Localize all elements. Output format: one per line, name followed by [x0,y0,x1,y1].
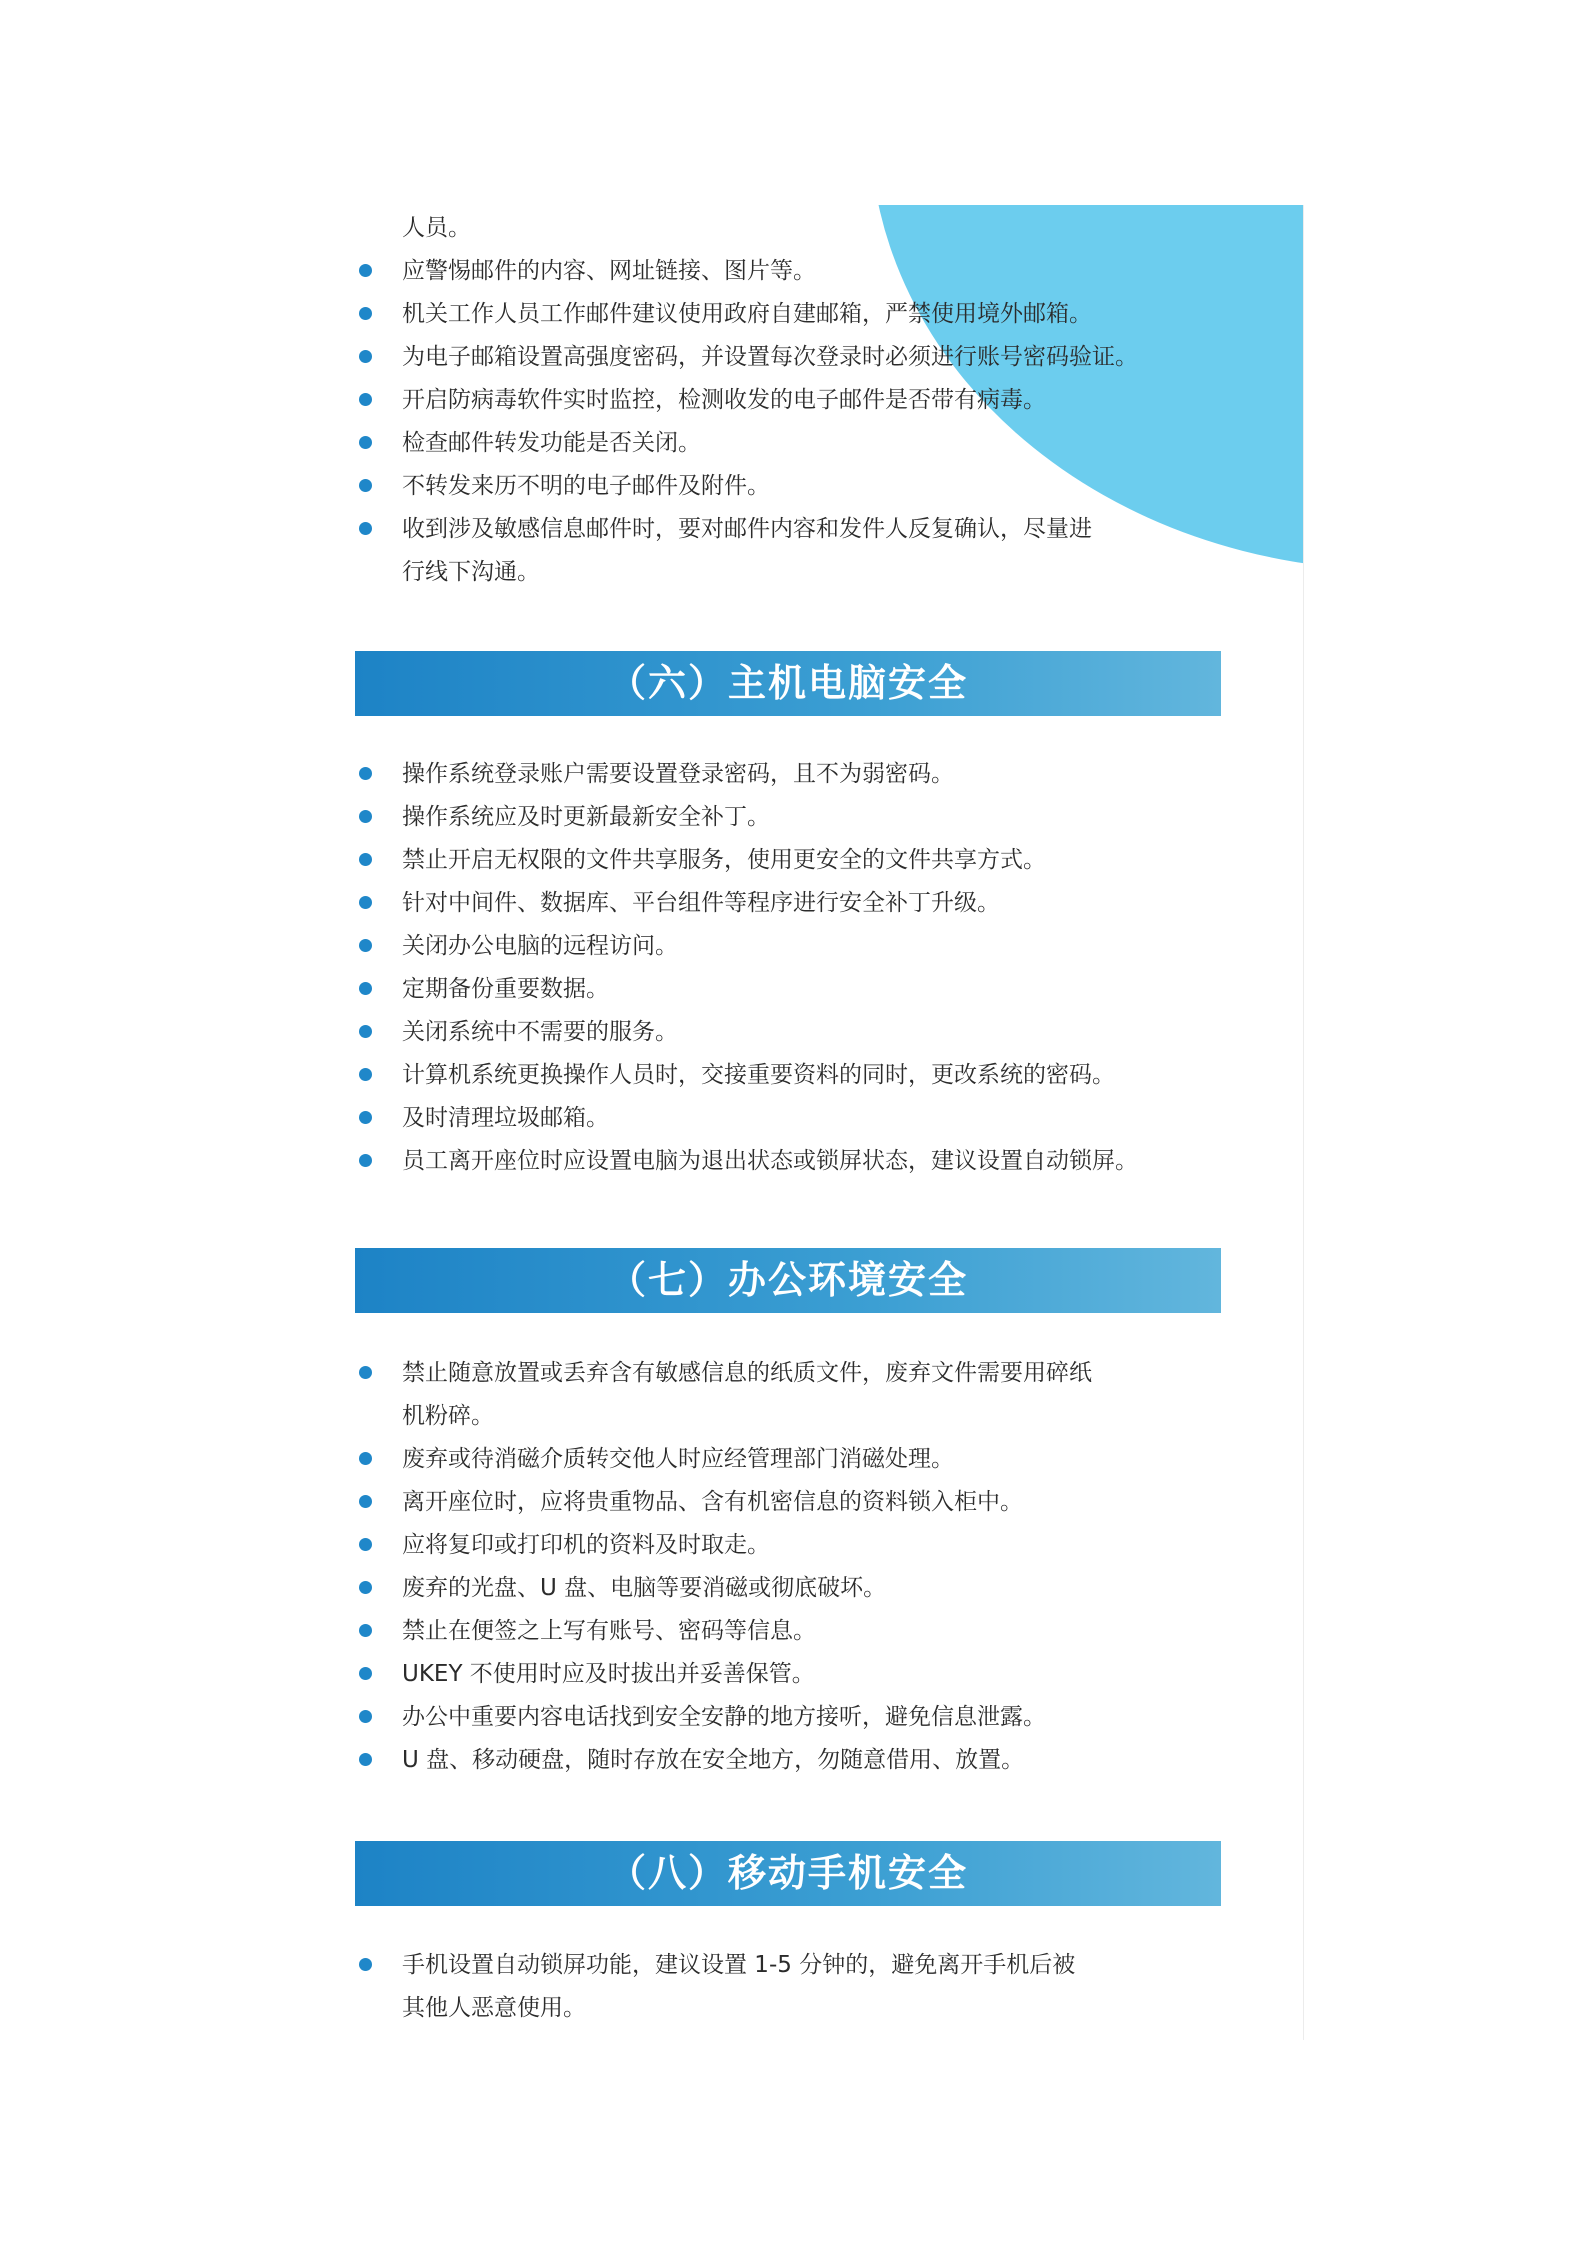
bullet-icon [359,1538,372,1551]
bullet-icon [359,264,372,277]
bullet-icon [359,1111,372,1124]
bullet-icon [359,393,372,406]
list-item: 废弃或待消磁介质转交他人时应经管理部门消磁处理。 [0,1438,1303,1481]
list-item: 操作系统应及时更新最新安全补丁。 [0,796,1303,839]
bullet-icon [359,1667,372,1680]
bullet-icon [359,1366,372,1379]
section-title: （八）移动手机安全 [607,1851,968,1895]
list-item: 针对中间件、数据库、平台组件等程序进行安全补丁升级。 [0,882,1303,925]
bullet-icon [359,350,372,363]
bullet-icon [359,1958,372,1971]
bullet-icon [359,436,372,449]
bullet-icon [359,982,372,995]
section-header-office-env [355,1248,1221,1313]
list-item: 禁止在便签之上写有账号、密码等信息。 [0,1610,1303,1653]
section-header-host-pc [355,651,1221,716]
list-item-continuation: 行线下沟通。 [402,559,540,585]
list-item: 收到涉及敏感信息邮件时，要对邮件内容和发件人反复确认，尽量进 [0,508,1303,551]
bullet-icon [359,479,372,492]
list-item: U 盘、移动硬盘，随时存放在安全地方，勿随意借用、放置。 [0,1739,1303,1782]
list-item: 不转发来历不明的电子邮件及附件。 [0,465,1303,508]
bullet-icon [359,1068,372,1081]
list-item: 应将复印或打印机的资料及时取走。 [0,1524,1303,1567]
list-item: UKEY 不使用时应及时拔出并妥善保管。 [0,1653,1303,1696]
bullet-icon [359,767,372,780]
carry-over-text: 人员。 [402,215,471,241]
list-item: 禁止随意放置或丢弃含有敏感信息的纸质文件，废弃文件需要用碎纸 [0,1352,1303,1395]
section-title: （六）主机电脑安全 [607,661,968,705]
bullet-icon [359,939,372,952]
list-item: 操作系统登录账户需要设置登录密码，且不为弱密码。 [0,753,1303,796]
list-item: 禁止开启无权限的文件共享服务，使用更安全的文件共享方式。 [0,839,1303,882]
list-item: 应警惕邮件的内容、网址链接、图片等。 [0,250,1303,293]
list-item: 计算机系统更换操作人员时，交接重要资料的同时，更改系统的密码。 [0,1054,1303,1097]
list-item: 检查邮件转发功能是否关闭。 [0,422,1303,465]
bullet-icon [359,1154,372,1167]
bullet-icon [359,1452,372,1465]
bullet-icon [359,810,372,823]
list-item: 定期备份重要数据。 [0,968,1303,1011]
bullet-icon [359,522,372,535]
list-item: 关闭系统中不需要的服务。 [0,1011,1303,1054]
section-header-mobile [355,1841,1221,1906]
bullet-icon [359,1624,372,1637]
list-item-continuation: 机粉碎。 [402,1403,494,1429]
bullet-icon [359,1495,372,1508]
list-item: 离开座位时，应将贵重物品、含有机密信息的资料锁入柜中。 [0,1481,1303,1524]
bullet-icon [359,1581,372,1594]
list-item: 关闭办公电脑的远程访问。 [0,925,1303,968]
list-item: 废弃的光盘、U 盘、电脑等要消磁或彻底破坏。 [0,1567,1303,1610]
bullet-icon [359,307,372,320]
list-item: 手机设置自动锁屏功能，建议设置 1-5 分钟的，避免离开手机后被 [0,1944,1303,1987]
bullet-icon [359,1753,372,1766]
bullet-icon [359,896,372,909]
list-item: 员工离开座位时应设置电脑为退出状态或锁屏状态，建议设置自动锁屏。 [0,1140,1303,1183]
section-title: （七）办公环境安全 [607,1258,968,1302]
list-item: 为电子邮箱设置高强度密码，并设置每次登录时必须进行账号密码验证。 [0,336,1303,379]
list-item: 机关工作人员工作邮件建议使用政府自建邮箱，严禁使用境外邮箱。 [0,293,1303,336]
list-item: 办公中重要内容电话找到安全安静的地方接听，避免信息泄露。 [0,1696,1303,1739]
bullet-icon [359,853,372,866]
bullet-icon [359,1710,372,1723]
list-item: 开启防病毒软件实时监控，检测收发的电子邮件是否带有病毒。 [0,379,1303,422]
list-item-continuation: 其他人恶意使用。 [402,1995,586,2021]
bullet-icon [359,1025,372,1038]
list-item: 及时清理垃圾邮箱。 [0,1097,1303,1140]
